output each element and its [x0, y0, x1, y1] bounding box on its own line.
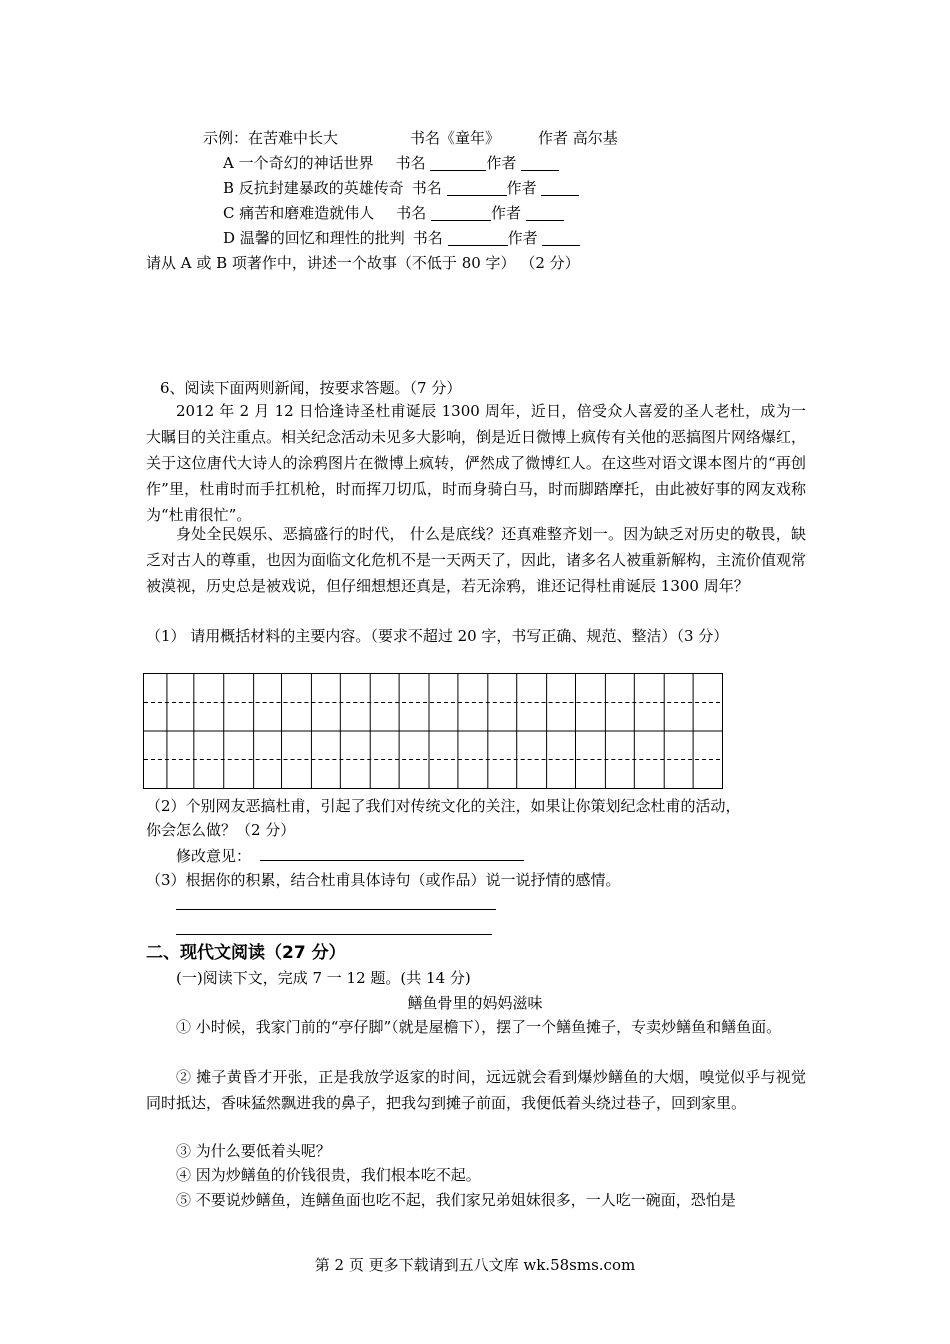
option-d-text: D 温馨的回忆和理性的批判	[223, 229, 405, 247]
article-paragraph-3: ③ 为什么要低着头呢？	[176, 1142, 331, 1160]
option-a-author-blank[interactable]	[521, 154, 559, 171]
question6-sub1: （1） 请用概括材料的主要内容。（要求不超过 20 字，书写正确、规范、整洁）（3 分）	[146, 627, 729, 645]
option-a-text: A 一个奇幻的神话世界	[223, 154, 374, 172]
question6-paragraph-1: 2012 年 2 月 12 日恰逢诗圣杜甫诞辰 1300 周年，近日，倍受众人喜爱的圣人老杜，成为一大瞩目的关注重点。相关纪念活动未见多大影响，倒是近日微博上疯传有关他的恶搞图片网络爆红，关于这位唐代大诗人的涂鸦图片在微博上疯转，俨然成了微博红人。在这些对语文课本图片的“再创作”里，杜甫时而手扛机枪，时而挥刀切瓜，时而身骑白马，时而脚踏摩托，由此被好事的网友戏称为“杜甫很忙”。	[146, 402, 807, 524]
section2-intro: (一)阅读下文，完成 7 一 12 题。(共 14 分)	[176, 969, 471, 987]
option-c-text: C 痛苦和磨难造就伟人	[223, 204, 375, 222]
option-b-text: B 反抗封建暴政的英雄传奇	[223, 179, 404, 197]
revise-label: 修改意见：	[176, 847, 252, 865]
option-c-author-label: 作者	[491, 204, 522, 222]
option-c-book-label: 书名	[396, 204, 427, 222]
option-a-book-blank[interactable]	[430, 154, 486, 171]
option-d	[223, 228, 580, 248]
option-d-book-label: 书名	[412, 229, 443, 247]
article-paragraph-5: ⑤ 不要说炒鳝鱼，连鳝鱼面也吃不起，我们家兄弟姐妹很多，一人吃一碗面，恐怕是	[176, 1191, 736, 1209]
question6-sub2-line1: （2）个别网友恶搞杜甫，引起了我们对传统文化的关注，如果让你策划纪念杜甫的活动，	[146, 797, 741, 815]
option-b-author-label: 作者	[506, 179, 537, 197]
option-b	[223, 178, 579, 198]
page-footer: 第 2 页 更多下载请到五八文库 wk.58sms.com	[314, 1256, 636, 1274]
story-prompt: 请从 A 或 B 项著作中，讲述一个故事（不低于 80 字） （2 分）	[146, 254, 580, 272]
example-author: 作者 高尔基	[538, 129, 618, 147]
article-title: 鳝鱼骨里的妈妈滋味	[407, 994, 543, 1012]
section2-heading: 二、现代文阅读（27 分）	[146, 943, 346, 963]
option-c-author-blank[interactable]	[526, 204, 564, 221]
article-paragraph-4: ④ 因为炒鳝鱼的价钱很贵，我们根本吃不起。	[176, 1166, 481, 1184]
example-book: 书名《童年》	[410, 129, 501, 147]
article-paragraph-1: ① 小时候，我家门前的“亭仔脚”（就是屋檐下），摆了一个鳝鱼摊子，专卖炒鳝鱼和鳝鱼面。	[176, 1018, 782, 1036]
option-a-author-label: 作者	[486, 154, 517, 172]
example-label: 示例：在苦难中长大	[203, 129, 339, 147]
question6-title: 6、阅读下面两则新闻，按要求答题。（7 分）	[160, 379, 462, 397]
sub3-answer-line-1[interactable]	[176, 909, 496, 910]
option-b-book-blank[interactable]	[447, 179, 507, 196]
option-d-author-label: 作者	[507, 229, 538, 247]
option-c	[223, 203, 564, 223]
article-paragraph-2: ② 摊子黄昏才开张，正是我放学返家的时间，远远就会看到爆炒鳝鱼的大烟，嗅觉似乎与视觉同时抵达，香味猛然飘进我的鼻子，把我勾到摊子前面，我便低着头绕过巷子，回到家里。	[146, 1068, 806, 1112]
sub3-answer-line-2[interactable]	[176, 934, 492, 935]
option-b-book-label: 书名	[411, 179, 442, 197]
revise-answer-line[interactable]	[260, 860, 524, 861]
question6-sub3: （3）根据你的积累，结合杜甫具体诗句（或作品）说一说抒情的感情。	[146, 871, 621, 889]
question6-sub2-line2: 你会怎么做？（2 分）	[146, 821, 296, 839]
option-c-book-blank[interactable]	[431, 204, 491, 221]
answer-grid[interactable]	[143, 673, 723, 789]
question6-paragraph-2: 身处全民娱乐、恶搞盛行的时代， 什么是底线？还真难整齐划一。因为缺乏对历史的敬畏，缺乏对古人的尊重，也因为面临文化危机不是一天两天了，因此，诸多名人被重新解构，主流价值观常被漠视，历史总是被戏说，但仔细想想还真是，若无涂鸦，谁还记得杜甫诞辰 1300 周年？	[146, 525, 807, 595]
option-d-author-blank[interactable]	[542, 229, 580, 246]
option-a	[223, 153, 559, 173]
option-a-book-label: 书名	[395, 154, 426, 172]
option-d-book-blank[interactable]	[448, 229, 508, 246]
option-b-author-blank[interactable]	[541, 179, 579, 196]
